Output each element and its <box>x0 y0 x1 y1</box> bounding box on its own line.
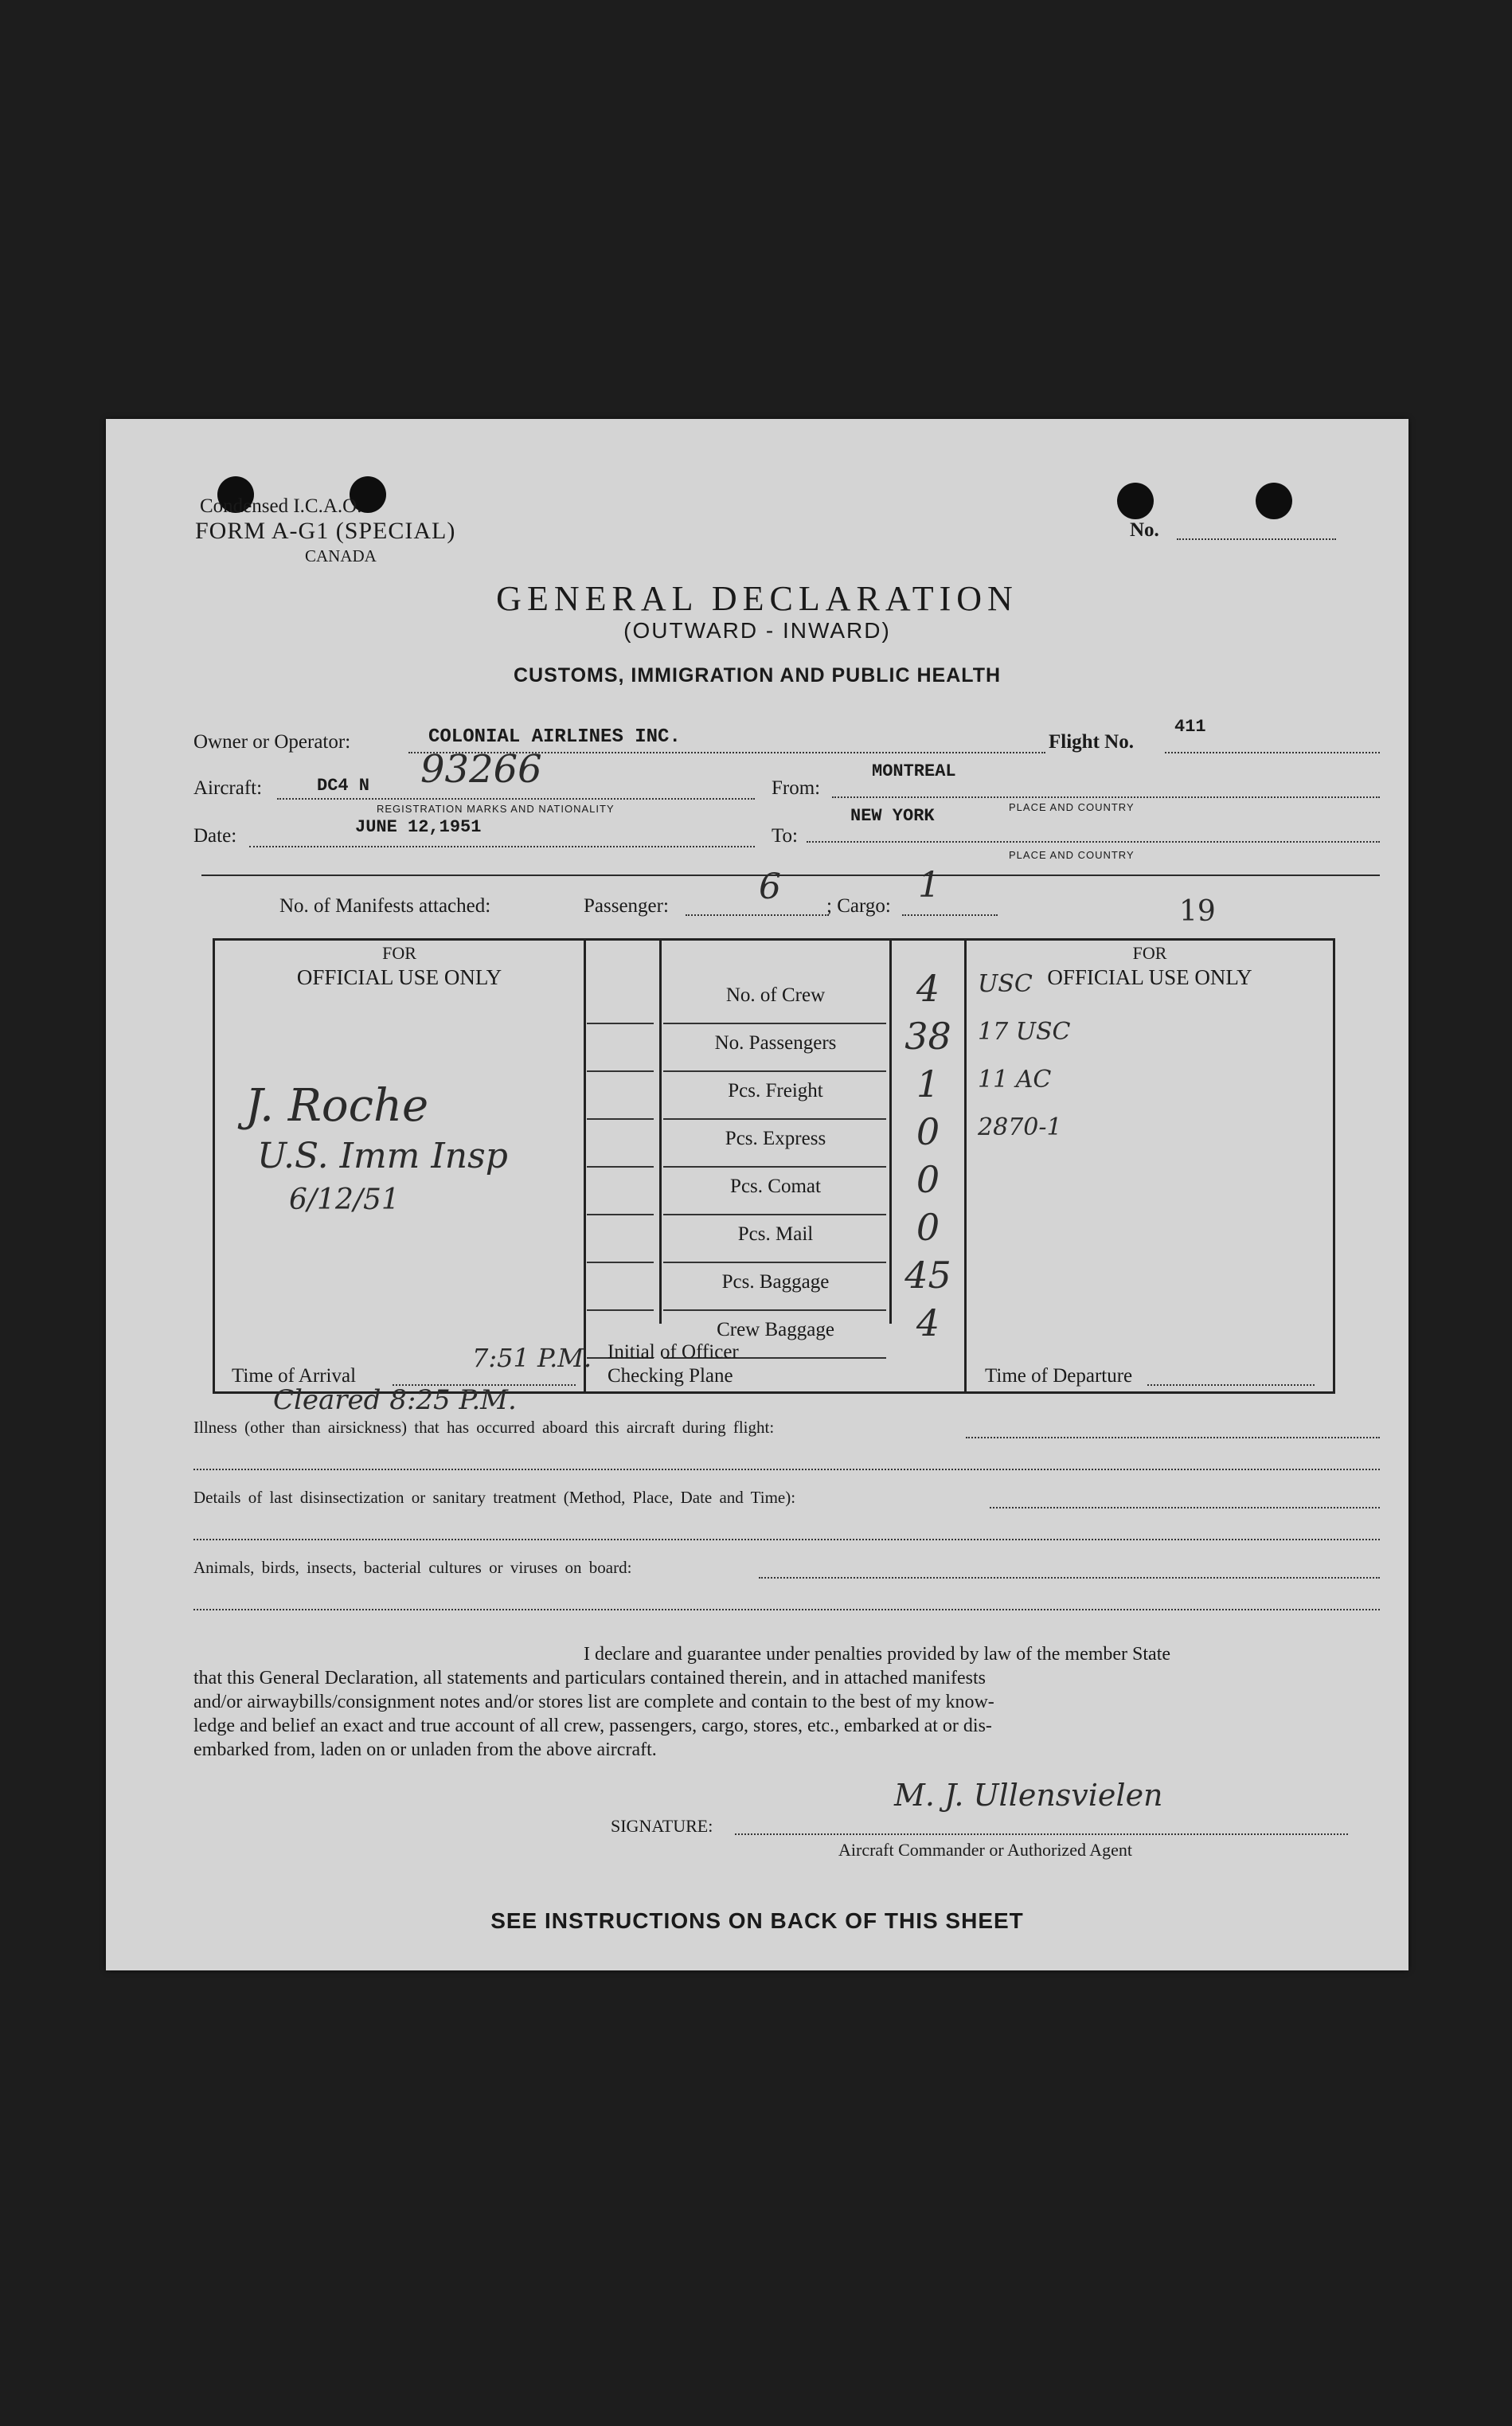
inspector-signature: J. Roche <box>245 1080 429 1132</box>
table-row-value: 45 <box>904 1254 951 1297</box>
punch-hole <box>1117 483 1154 519</box>
table-row-value: 0 <box>916 1206 940 1249</box>
table-row-value: 38 <box>904 1015 951 1058</box>
date-value: JUNE 12,1951 <box>355 817 482 837</box>
date-line <box>249 846 755 847</box>
table-row-label: Pcs. Mail <box>737 1223 814 1245</box>
table-row-line <box>663 1070 886 1072</box>
table-row-line <box>663 1166 886 1168</box>
table-row-line <box>587 1070 654 1072</box>
table-row-line <box>587 1118 654 1120</box>
owner-label: Owner or Operator: <box>193 731 351 753</box>
table-row-note: 17 USC <box>978 1018 1071 1046</box>
manifest-cargo-line <box>902 914 998 916</box>
illness-line-1 <box>966 1437 1380 1438</box>
table-row-value: 4 <box>916 967 940 1010</box>
cleared-note: Cleared 8:25 P.M. <box>273 1384 517 1416</box>
table-row-label: Pcs. Freight <box>728 1080 823 1101</box>
commander-signature: M. J. Ullensvielen <box>894 1778 1163 1813</box>
from-line <box>832 796 1380 798</box>
table-row-value: 0 <box>916 1110 940 1153</box>
from-label: From: <box>772 777 821 799</box>
left-header-official: OFFICIAL USE ONLY <box>296 965 502 989</box>
table-divider-left <box>584 938 586 1394</box>
inspector-title: U.S. Imm Insp <box>257 1136 508 1176</box>
table-row-line <box>587 1309 654 1311</box>
table-row-line <box>587 1262 654 1263</box>
initial-officer-line-1: Initial of Officer <box>608 1341 739 1363</box>
time-arrival-label: Time of Arrival <box>232 1365 357 1387</box>
form-sheet <box>106 419 1408 1970</box>
declaration-line-3: and/or airwaybills/consignment notes and/or stores list are complete and contain to the best of my know- <box>193 1692 994 1712</box>
signature-label: SIGNATURE: <box>611 1816 713 1836</box>
right-header-official: OFFICIAL USE ONLY <box>1047 965 1252 989</box>
form-no-line <box>1177 538 1336 540</box>
declaration-line-4: ledge and belief an exact and true account of all crew, passengers, cargo, stores, etc., embarked at or dis- <box>193 1716 992 1736</box>
aircraft-type: DC4 N <box>317 776 370 796</box>
flight-value: 411 <box>1174 717 1206 737</box>
table-row-note: 11 AC <box>978 1066 1052 1094</box>
animals-line-2 <box>193 1609 1380 1610</box>
table-row-line <box>663 1309 886 1311</box>
flight-line <box>1165 752 1380 753</box>
table-row-line <box>587 1166 654 1168</box>
table-row-note: 2870-1 <box>978 1113 1062 1141</box>
table-row-line <box>587 1023 654 1024</box>
signature-caption: Aircraft Commander or Authorized Agent <box>838 1840 1133 1860</box>
declaration-line-2: that this General Declaration, all statements and particulars contained therein, and in attached manifests <box>193 1668 986 1688</box>
to-line <box>807 841 1380 843</box>
manifest-cargo-label: ; Cargo: <box>826 895 891 917</box>
page-heading: CUSTOMS, IMMIGRATION AND PUBLIC HEALTH <box>513 664 1002 687</box>
page-subtitle: (OUTWARD - INWARD) <box>623 618 891 643</box>
manifests-label: No. of Manifests attached: <box>279 895 491 917</box>
aircraft-registration: 93266 <box>420 747 542 792</box>
table-row-label: Pcs. Baggage <box>721 1271 830 1293</box>
header-form-number: FORM A-G1 (SPECIAL) <box>195 518 456 544</box>
footer-instructions: SEE INSTRUCTIONS ON BACK OF THIS SHEET <box>490 1908 1024 1933</box>
table-row-label: No. of Crew <box>725 984 826 1006</box>
date-label: Date: <box>193 825 237 847</box>
table-row-value: 4 <box>916 1301 940 1344</box>
animals-question: Animals, birds, insects, bacterial cultures or viruses on board: <box>193 1558 632 1577</box>
animals-line-1 <box>759 1577 1380 1579</box>
table-row-line <box>663 1118 886 1120</box>
initial-officer-line-2: Checking Plane <box>608 1365 733 1387</box>
punch-hole <box>1256 483 1292 519</box>
manifest-passenger-label: Passenger: <box>584 895 669 917</box>
declaration-line-1: I declare and guarantee under penalties provided by law of the member State <box>584 1644 1171 1665</box>
right-header-for: FOR <box>1132 943 1167 963</box>
flight-label: Flight No. <box>1049 731 1134 753</box>
table-row-label: Pcs. Comat <box>730 1176 821 1197</box>
table-row-line <box>663 1023 886 1024</box>
table-row-value: 0 <box>916 1158 940 1201</box>
time-departure-line <box>1147 1384 1315 1386</box>
disinsection-line-2 <box>193 1539 1380 1540</box>
aircraft-label: Aircraft: <box>193 777 263 799</box>
illness-line-2 <box>193 1469 1380 1470</box>
table-row-label: Crew Baggage <box>717 1319 834 1340</box>
from-value: MONTREAL <box>872 761 956 781</box>
table-row-line <box>663 1214 886 1215</box>
table-row-line <box>663 1262 886 1263</box>
time-arrival-value: 7:51 P.M. <box>472 1343 592 1373</box>
inspector-date: 6/12/51 <box>289 1184 400 1216</box>
signature-line <box>735 1833 1348 1835</box>
manifest-extra-number: 19 <box>1179 895 1216 928</box>
table-row-label: No. Passengers <box>714 1032 837 1054</box>
table-row-value: 1 <box>916 1062 940 1105</box>
manifest-passenger-value: 6 <box>759 867 781 907</box>
owner-value: COLONIAL AIRLINES INC. <box>428 726 681 748</box>
declaration-line-5: embarked from, laden on or unladen from the above aircraft. <box>193 1739 657 1760</box>
form-no-label: No. <box>1130 519 1159 541</box>
header-country: CANADA <box>305 546 377 565</box>
to-value: NEW YORK <box>850 806 935 826</box>
header-divider <box>201 875 1380 876</box>
aircraft-line <box>277 798 755 800</box>
registration-caption: REGISTRATION MARKS AND NATIONALITY <box>377 803 615 815</box>
header-condensed: Condensed I.C.A.O. <box>200 495 362 517</box>
manifest-passenger-line <box>686 914 829 916</box>
disinsection-question: Details of last disinsectization or sanitary treatment (Method, Place, Date and Time): <box>193 1488 796 1507</box>
time-departure-label: Time of Departure <box>985 1365 1133 1387</box>
page-title: GENERAL DECLARATION <box>496 579 1018 618</box>
place-caption-1: PLACE AND COUNTRY <box>1009 801 1135 813</box>
table-row-line <box>587 1214 654 1215</box>
place-caption-2: PLACE AND COUNTRY <box>1009 849 1135 861</box>
table-row-note: USC <box>978 970 1033 998</box>
table-row-label: Pcs. Express <box>725 1128 826 1149</box>
manifest-cargo-value: 1 <box>918 865 940 906</box>
left-header-for: FOR <box>382 943 416 963</box>
to-label: To: <box>772 825 798 847</box>
illness-question: Illness (other than airsickness) that has occurred aboard this aircraft during flight: <box>193 1418 775 1437</box>
disinsection-line-1 <box>990 1507 1380 1508</box>
table-divider-right <box>964 938 967 1394</box>
